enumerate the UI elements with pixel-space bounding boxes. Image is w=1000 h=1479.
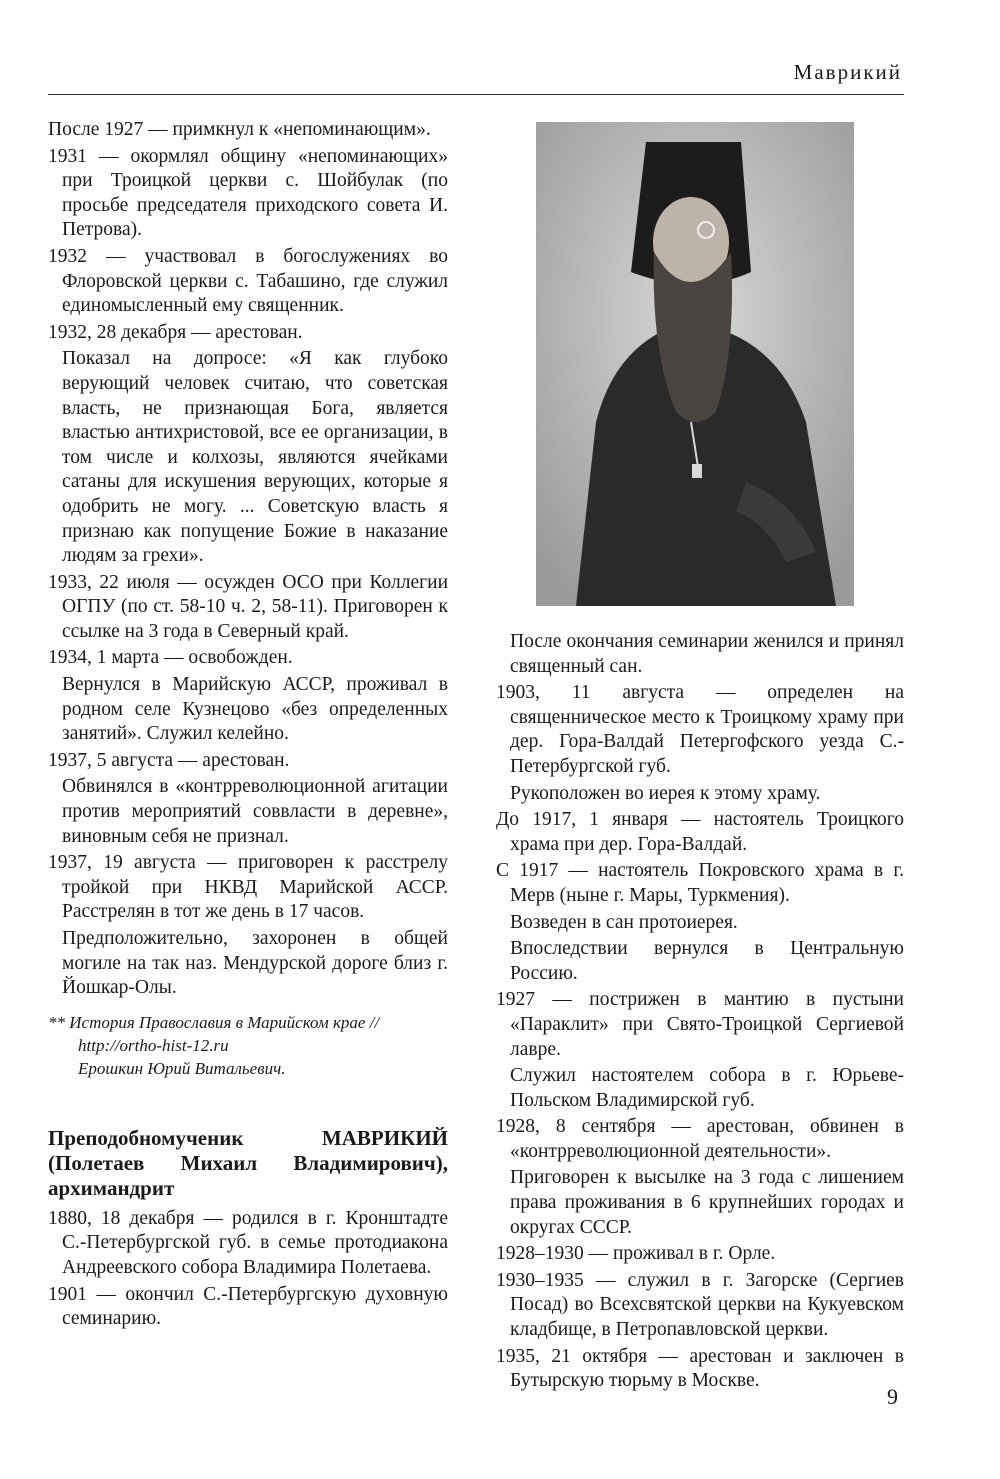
chronology-note: Показал на допросе: «Я как глубоко верующий человек считаю, что советская власть, не признающая Бога, является властью антихристовой, все ее организации, в том числе и колхозы, являются ячейками сатаны для искушения верующих, которые я одобрить не могу. ... Советскую власть я признаю как попущение Божие в наказание людям за грехи». — [62, 348, 448, 567]
chronology-entry: 1932, 28 декабря — арестован. — [48, 321, 303, 343]
chronology-entry: 1931 — окормлял общину «непоминающих» при Троицкой церкви с. Шойбулак (по просьбе председателя приходского совета И. Петрова). — [48, 145, 448, 241]
chronology-entry: С 1917 — настоятель Покровского храма в г. Мерв (ныне г. Мары, Туркмения). — [496, 860, 904, 906]
chronology-entry: После 1927 — примкнул к «непоминающим». — [48, 119, 431, 140]
running-title: Маврикий — [793, 60, 902, 84]
chronology-note: Предположительно, захоронен в общей могиле на так наз. Мендурской дороге близ г. Йошкар-Олы. — [62, 928, 448, 999]
chronology-note: После окончания семинарии женился и принял священный сан. — [510, 631, 904, 677]
chronology-entry: 1928–1930 — проживал в г. Орле. — [496, 1243, 776, 1265]
chronology-entry: 1932 — участвовал в богослужениях во Флоровской церкви с. Табашино, где служил единомысленный ему священник. — [48, 245, 448, 317]
chronology-entry: 1937, 19 августа — приговорен к расстрелу тройкой при НКВД Марийской АССР. Расстрелян в тот же день в 17 часов. — [48, 852, 448, 923]
portrait-image — [536, 122, 854, 606]
left-entries-bottom — [48, 1207, 448, 1332]
chronology-entry: 1930–1935 — служил в г. Загорске (Сергиев Посад) во Всехсвятской церкви на Кукуевском кладбище, в Петропавловской церкви. — [496, 1269, 904, 1341]
chronology-note: Вернулся в Марийскую АССР, проживал в родном селе Кузнецово «без определенных занятий». Служил келейно. — [62, 674, 448, 745]
left-entries-top — [48, 118, 448, 1001]
chronology-note: Служил настоятелем собора в г. Юрьеве-Польском Владимирской губ. — [510, 1065, 904, 1111]
chronology-entry: 1901 — окончил С.-Петербургскую духовную семинарию. — [48, 1283, 448, 1330]
chronology-entry: 1937, 5 августа — арестован. — [48, 749, 290, 771]
chronology-entry: 1880, 18 декабря — родился в г. Кронштадте С.-Петербургской губ. в семье протодиакона Андреевского собора Владимира Полетаева. — [48, 1207, 448, 1278]
left-column — [48, 118, 448, 1334]
article-heading: Преподобномученик МАВРИКИЙ (Полетаев Михаил Владимирович), архимандрит — [48, 1125, 448, 1200]
chronology-entry: 1903, 11 августа — определен на священническое место к Троицкому храму при дер. Гора-Валдай Петергофского уезда С.-Петербургской губ. — [496, 682, 904, 777]
right-column — [496, 630, 904, 1396]
chronology-entry: 1928, 8 сентября — арестован, обвинен в «контрреволюционной деятельности». — [496, 1116, 904, 1162]
chronology-entry: 1933, 22 июля — осужден ОСО при Коллегии ОГПУ (по ст. 58-10 ч. 2, 58-11). Приговорен к ссылке на 3 года в Северный край. — [48, 571, 448, 642]
footnote-source: ** История Православия в Марийском крае // http://ortho-hist-12.ru — [48, 1012, 380, 1055]
chronology-entry: До 1917, 1 января — настоятель Троицкого храма при дер. Гора-Валдай. — [496, 809, 904, 855]
footnote-author: Ерошкин Юрий Витальевич. — [78, 1058, 286, 1078]
chronology-entry: 1935, 21 октября — арестован и заключен в Бутырскую тюрьму в Москве. — [496, 1345, 904, 1392]
chronology-note: Возведен в сан протоиерея. — [510, 911, 738, 933]
running-header — [48, 58, 904, 95]
page-number: 9 — [887, 1384, 898, 1409]
chronology-entry: 1927 — пострижен в мантию в пустыни «Параклит» при Свято-Троицкой Сергиевой лавре. — [496, 989, 904, 1060]
chronology-entry: 1934, 1 марта — освобожден. — [48, 647, 293, 669]
chronology-note: Обвинялся в «контрреволюционной агитации против мероприятий соввласти в деревне», виновным себя не признал. — [62, 776, 448, 847]
chronology-note: Приговорен к высылке на 3 года с лишением права проживания в 6 крупнейших городах и округах СССР. — [510, 1167, 904, 1238]
portrait-photo — [536, 122, 854, 606]
chronology-note: Рукоположен во иерея к этому храму. — [510, 782, 821, 804]
chronology-note: Впоследствии вернулся в Центральную Россию. — [510, 938, 904, 984]
